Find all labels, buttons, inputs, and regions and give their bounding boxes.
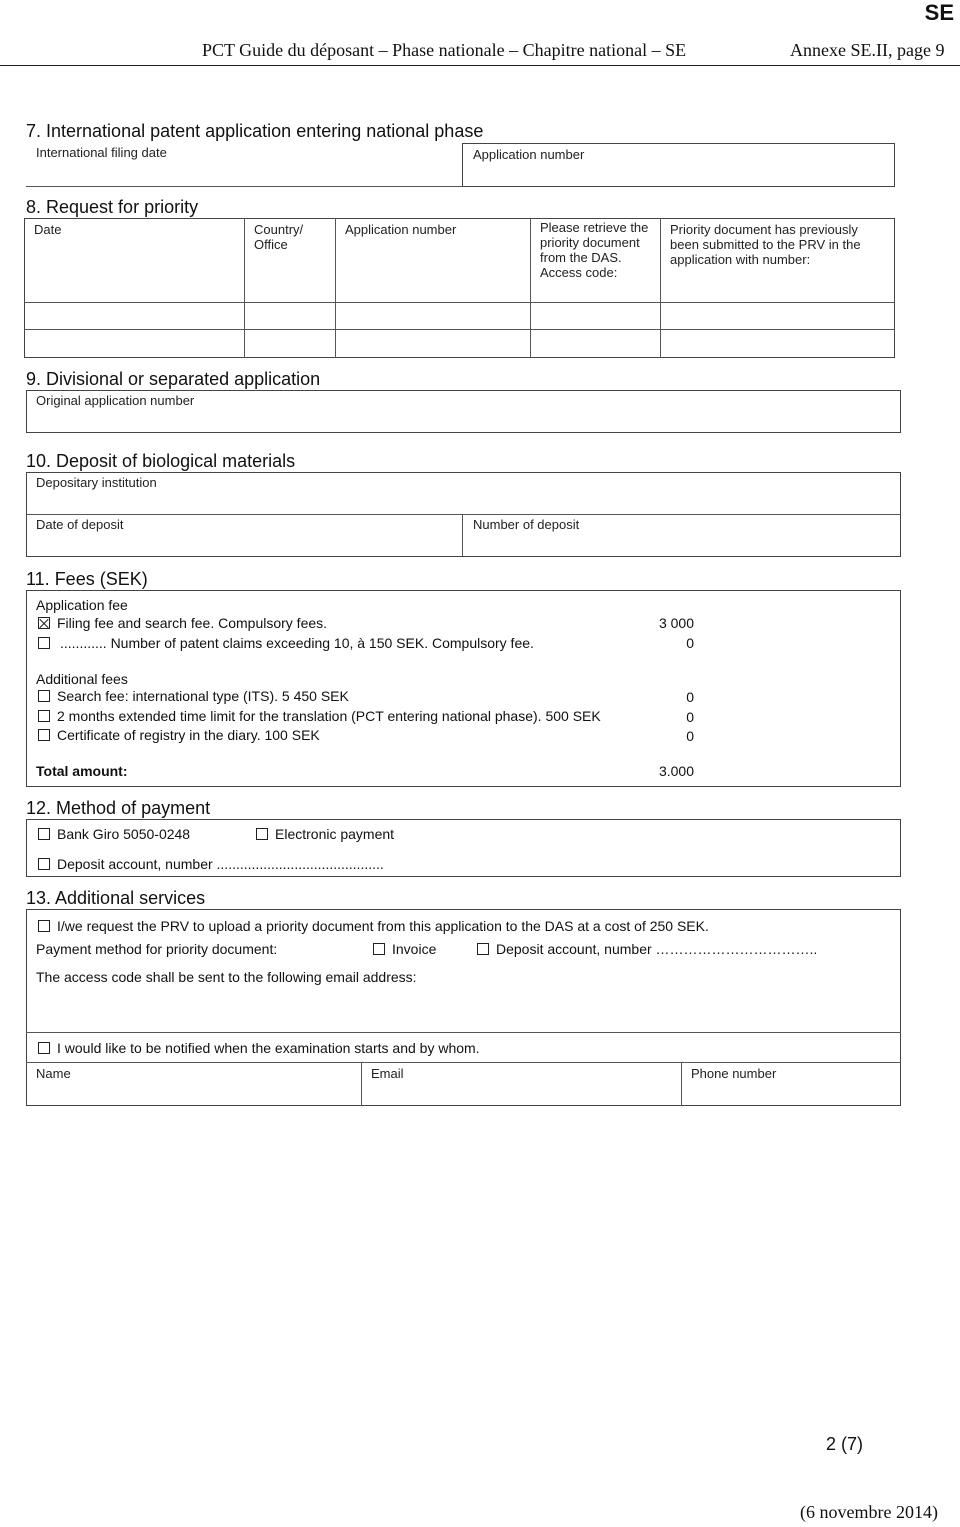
section-12-title: 12. Method of payment — [26, 798, 211, 818]
priority-access-code-cell[interactable] — [531, 303, 660, 329]
filing-fee-checkbox[interactable] — [38, 617, 50, 629]
priority-deposit-label: Deposit account, number …………………………….. — [496, 941, 818, 957]
contact-col-divider — [361, 1062, 362, 1106]
header-annex: Annexe SE.II, page 9 — [790, 40, 945, 60]
section-11-title: 11. Fees (SEK) — [26, 569, 148, 589]
section-7-title: 7. International patent application entering national phase — [26, 121, 484, 141]
section-8-title: 8. Request for priority — [26, 197, 199, 217]
section-10-title: 10. Deposit of biological materials — [26, 451, 296, 471]
email-label: Email — [371, 1066, 404, 1081]
search-fee-amount: 0 — [686, 689, 694, 705]
upload-priority-checkbox[interactable] — [38, 920, 50, 932]
total-amount-label: Total amount: — [36, 763, 128, 779]
international-filing-date-label: International filing date — [36, 145, 167, 160]
search-fee-checkbox[interactable] — [38, 690, 50, 702]
extended-time-label: 2 months extended time limit for the translation (PCT entering national phase). 500 SEK — [57, 708, 601, 724]
application-fee-heading: Application fee — [36, 597, 128, 613]
priority-row-divider — [24, 329, 895, 330]
access-email-field[interactable] — [36, 990, 891, 1028]
claims-fee-label: ............ Number of patent claims exceeding 10, à 150 SEK. Compulsory fee. — [60, 635, 534, 651]
priority-deposit-checkbox[interactable] — [477, 943, 489, 955]
services-divider — [26, 1032, 901, 1033]
header-rule — [0, 65, 960, 66]
depositary-institution-label: Depositary institution — [36, 475, 157, 490]
page-count: 2 (7) — [826, 1434, 864, 1454]
contact-divider — [26, 1062, 901, 1063]
priority-appnum-cell[interactable] — [336, 303, 530, 329]
priority-col-divider — [660, 218, 661, 358]
certificate-amount: 0 — [686, 728, 694, 744]
certificate-checkbox[interactable] — [38, 729, 50, 741]
notify-checkbox[interactable] — [38, 1042, 50, 1054]
header-title: PCT Guide du déposant – Phase nationale – Chapitre national – SE — [202, 40, 687, 60]
deposit-account-checkbox[interactable] — [38, 858, 50, 870]
upload-priority-label: I/we request the PRV to upload a priority document from this application to the DAS at a cost of 250 SEK. — [57, 918, 709, 934]
filing-date-underline — [26, 186, 462, 187]
priority-country-header: Country/ Office — [254, 222, 304, 252]
additional-fees-heading: Additional fees — [36, 671, 128, 687]
filing-fee-label: Filing fee and search fee. Compulsory fees. — [57, 615, 328, 631]
filing-fee-amount: 3 000 — [658, 615, 694, 631]
extended-time-checkbox[interactable] — [38, 710, 50, 722]
electronic-payment-checkbox[interactable] — [256, 828, 268, 840]
footer-date: (6 novembre 2014) — [800, 1502, 938, 1522]
access-email-label: The access code shall be sent to the following email address: — [36, 969, 417, 985]
number-of-deposit-label: Number of deposit — [473, 517, 580, 532]
bank-giro-label: Bank Giro 5050-0248 — [57, 826, 191, 842]
electronic-payment-label: Electronic payment — [275, 826, 395, 842]
priority-col-divider — [335, 218, 336, 358]
date-of-deposit-label: Date of deposit — [36, 517, 124, 532]
deposit-col-divider — [462, 514, 463, 557]
priority-country-cell[interactable] — [245, 303, 335, 329]
priority-col-divider — [244, 218, 245, 358]
invoice-checkbox[interactable] — [373, 943, 385, 955]
application-number-label: Application number — [473, 147, 585, 162]
claims-fee-amount: 0 — [686, 635, 694, 651]
total-amount-value: 3.000 — [658, 763, 694, 779]
section-9-title: 9. Divisional or separated application — [26, 369, 321, 389]
section-13-title: 13. Additional services — [26, 888, 206, 908]
contact-col-divider — [681, 1062, 682, 1106]
payment-method-label: Payment method for priority document: — [36, 941, 278, 957]
phone-label: Phone number — [691, 1066, 777, 1081]
priority-previous-header: Priority document has previously been submitted to the PRV in the application with number: — [670, 222, 861, 267]
deposit-divider — [26, 514, 901, 515]
invoice-label: Invoice — [392, 941, 437, 957]
deposit-account-label: Deposit account, number ........................................... — [57, 856, 384, 872]
priority-date-cell[interactable] — [25, 303, 244, 329]
extended-time-amount: 0 — [686, 709, 694, 725]
priority-previous-cell[interactable] — [661, 303, 894, 329]
priority-col-divider — [530, 218, 531, 358]
name-label: Name — [36, 1066, 71, 1081]
country-code: SE — [924, 0, 954, 25]
priority-das-header: Please retrieve the priority document from the DAS. Access code: — [540, 220, 649, 280]
notify-label: I would like to be notified when the examination starts and by whom. — [57, 1040, 480, 1056]
certificate-label: Certificate of registry in the diary. 100 SEK — [57, 727, 320, 743]
priority-date-header: Date — [34, 222, 62, 237]
priority-appnum-header: Application number — [345, 222, 457, 237]
bank-giro-checkbox[interactable] — [38, 828, 50, 840]
original-application-number-label: Original application number — [36, 393, 195, 408]
search-fee-label: Search fee: international type (ITS). 5 450 SEK — [57, 688, 349, 704]
claims-fee-checkbox[interactable] — [38, 637, 50, 649]
